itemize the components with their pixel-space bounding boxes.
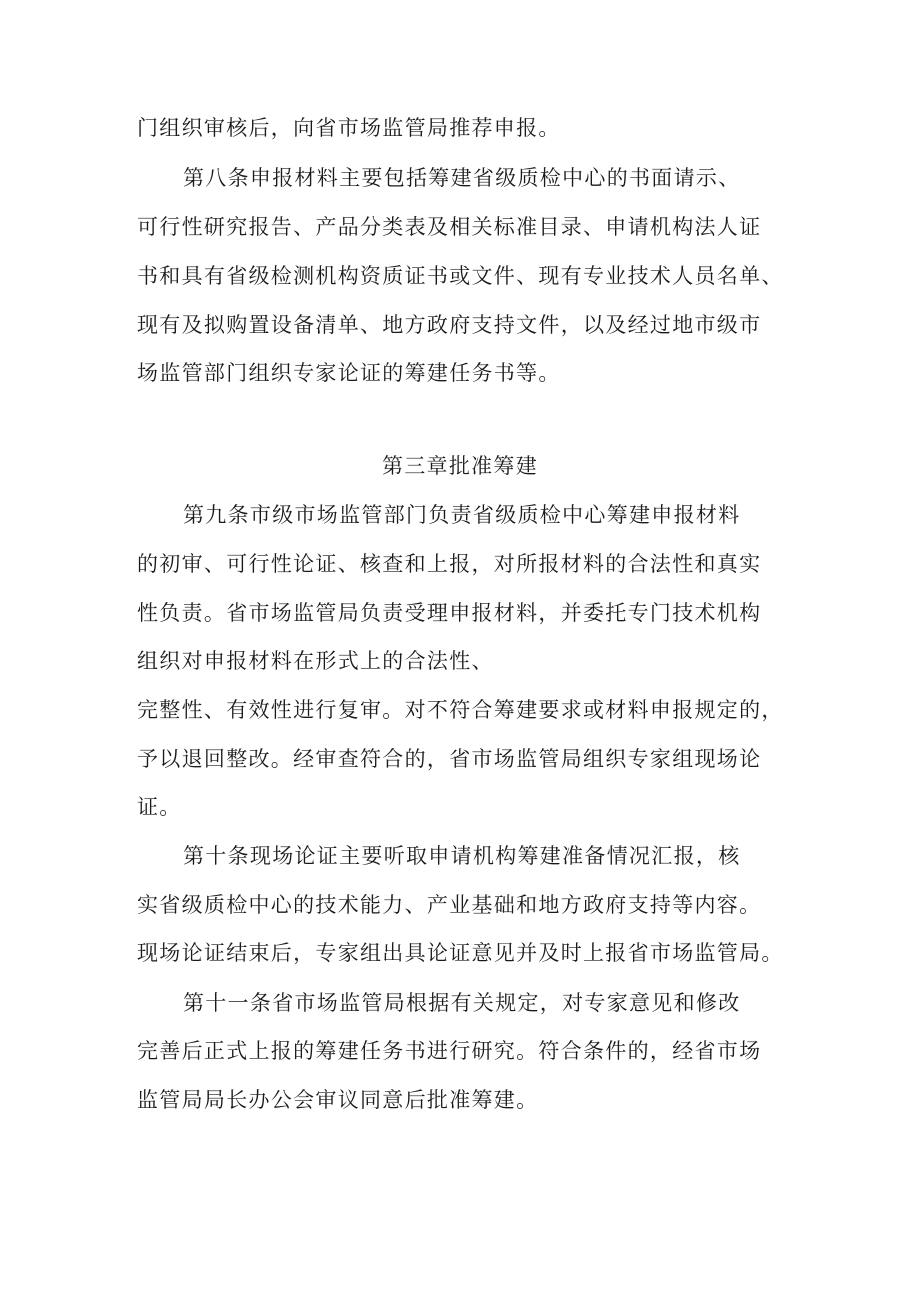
text-line: 场监管部门组织专家论证的筹建任务书等。 [137,361,561,385]
text-line: 予以退回整改。经审查符合的，省市场监管局组织专家组现场论 [137,747,762,771]
text-line: 书和具有省级检测机构资质证书或文件、现有专业技术人员名单、 [137,264,784,288]
text-line: 组织对申报材料在形式上的合法性、 [137,649,494,673]
article-11-start: 第十一条省市场监管局根据有关规定，对专家意见和修改 [183,991,741,1015]
text-line: 门组织审核后，向省市场监管局推荐申报。 [137,116,561,140]
chapter-heading: 第三章批准筹建 [381,454,539,478]
text-line: 现有及拟购置设备清单、地方政府支持文件，以及经过地市级市 [137,313,762,337]
article-10-start: 第十条现场论证主要听取申请机构筹建准备情况汇报，核 [183,844,741,868]
text-line: 可行性研究报告、产品分类表及相关标准目录、申请机构法人证 [137,215,762,239]
text-line: 完善后正式上报的筹建任务书进行研究。符合条件的，经省市场 [137,1039,762,1063]
article-8-start: 第八条申报材料主要包括筹建省级质检中心的书面请示、 [183,166,741,190]
text-line: 证。 [137,795,182,819]
text-line: 完整性、有效性进行复审。对不符合筹建要求或材料申报规定的， [137,698,784,722]
article-9-start: 第九条市级市场监管部门负责省级质检中心筹建申报材料 [183,503,741,527]
text-line: 现场论证结束后，专家组出具论证意见并及时上报省市场监管局。 [137,941,784,965]
text-line: 性负责。省市场监管局负责受理申报材料，并委托专门技术机构 [137,601,762,625]
text-line: 实省级质检中心的技术能力、产业基础和地方政府支持等内容。 [137,893,762,917]
text-line: 监管局局长办公会审议同意后批准筹建。 [137,1088,539,1112]
text-line: 的初审、可行性论证、核查和上报，对所报材料的合法性和真实 [137,552,762,576]
